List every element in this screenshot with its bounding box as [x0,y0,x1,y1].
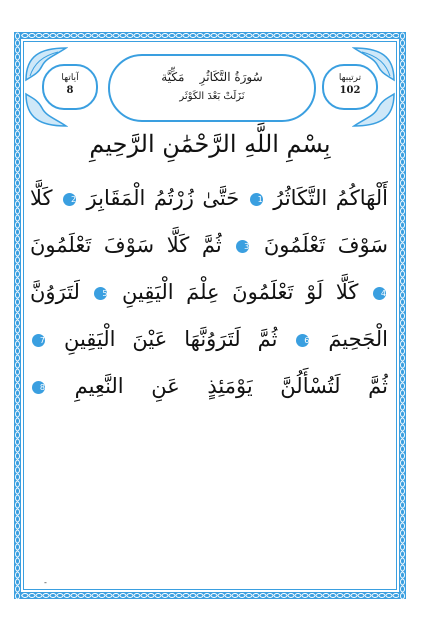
verse-text: حَتَّىٰ زُرْتُمُ الْمَقَابِرَ [78,186,248,210]
right-border-chain [399,32,406,599]
surah-title-line [110,70,314,84]
verse-number-marker: 8 [32,381,45,394]
verse-text: ثُمَّ كَلَّا سَوْفَ تَعْلَمُونَ [30,233,235,257]
verse-text: ثُمَّ لَتُسْأَلُنَّ يَوْمَئِذٍ عَنِ النَّعِيمِ [47,374,388,398]
verse-text: كَلَّا لَوْ تَعْلَمُونَ عِلْمَ الْيَقِينِ [109,280,372,304]
verse-line [30,222,388,269]
verse-number-marker: 6 [296,334,309,347]
left-border-chain [14,32,21,599]
verse-number-marker: 1 [250,193,263,206]
surah-type: مَكِّيَّة [161,70,185,84]
verse-number-marker: 7 [32,334,45,347]
verse-line [30,316,388,363]
verse-line [30,269,388,316]
basmala: بِسْمِ اللَّهِ الرَّحْمَٰنِ الرَّحِيمِ [89,130,331,158]
top-border-chain [14,32,406,39]
verse-number-marker: 2 [63,193,76,206]
verse-lines [30,175,388,410]
verse-text: سَوْفَ تَعْلَمُونَ [251,233,388,257]
verse-number-marker: 3 [236,240,249,253]
verse-text: ثُمَّ لَتَرَوُنَّهَا عَيْنَ الْيَقِينِ [47,327,295,351]
surah-header [24,46,396,128]
revelation-note: نَزَلَتْ بَعْدَ الكَوْثَر [179,91,245,102]
verse-line [30,175,388,222]
verse-number-marker: 4 [373,287,386,300]
verse-count-badge [42,64,98,110]
verse-text: كَلَّا [30,186,62,210]
verse-text: أَلْهَاكُمُ التَّكَاثُرُ [264,186,388,210]
surah-name: سُورَةُ التَّكَاثُرِ [199,70,263,84]
verses-count: 8 [66,85,74,96]
verse-number-marker: 5 [94,287,107,300]
verse-line [30,363,388,410]
verse-text: لَتَرَوُنَّ [30,280,93,304]
verse-text: الْجَحِيمَ [311,327,388,351]
order-label: ترتيبها [338,73,362,83]
bottom-border-chain [14,592,406,599]
verses-label: آياتها [61,73,79,83]
surah-order-badge [322,64,378,110]
order-number: 102 [339,85,361,96]
surah-title-cartouche [108,54,316,122]
footer-mark: - [44,578,47,587]
